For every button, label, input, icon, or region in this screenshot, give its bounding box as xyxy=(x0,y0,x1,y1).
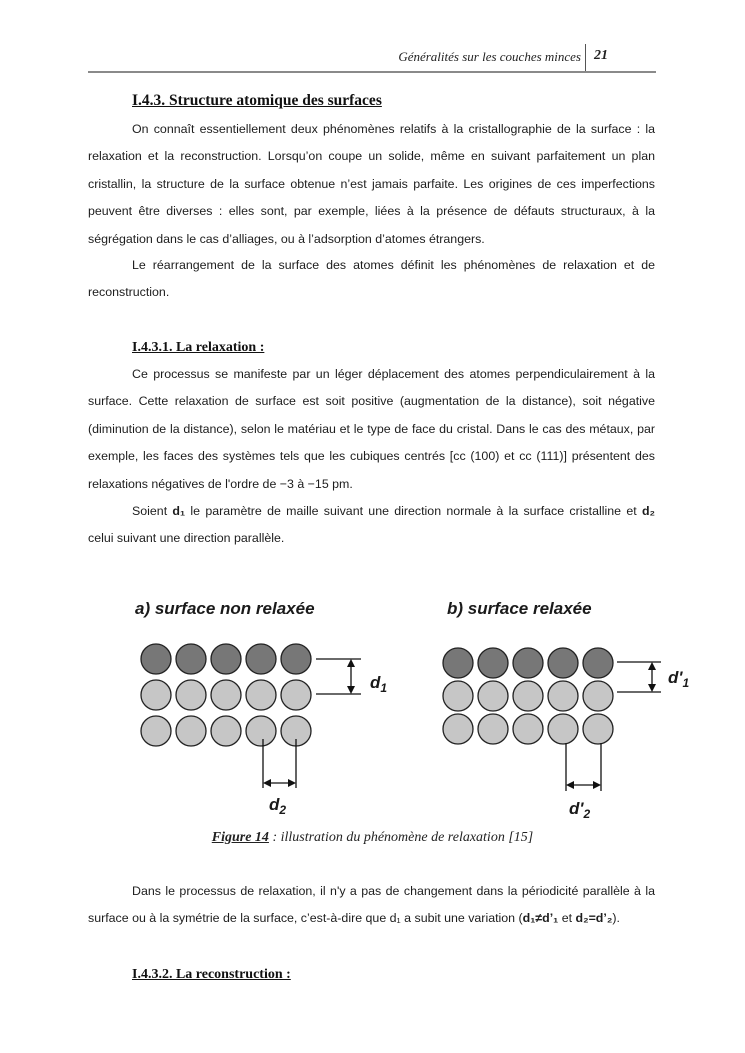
relaxation-p2-c: celui suivant une direction parallèle. xyxy=(88,531,285,546)
relaxed-surface-atom xyxy=(583,648,613,678)
relaxed-bulk-atom xyxy=(583,681,613,711)
reconstruction-heading: I.4.3.2. La reconstruction : xyxy=(132,967,291,982)
section-heading: I.4.3. Structure atomique des surfaces xyxy=(132,92,382,109)
section-paragraph-1 xyxy=(88,116,655,253)
relaxed-surface-atom xyxy=(478,648,508,678)
section-paragraph-2 xyxy=(88,252,655,307)
d1p-label-sub: 1 xyxy=(682,676,690,690)
unrelaxed-bulk-atom xyxy=(176,680,206,710)
relaxation-heading: I.4.3.1. La relaxation : xyxy=(132,340,265,355)
unrelaxed-bulk-atom xyxy=(141,680,171,710)
relaxation-paragraph-2 xyxy=(88,498,655,553)
d2-arrowhead-left xyxy=(263,779,271,787)
relaxed-bulk-atom xyxy=(583,714,613,744)
d1-arrowhead-up xyxy=(347,659,355,667)
relaxed-bulk-atom xyxy=(548,714,578,744)
d1p-arrowhead-down xyxy=(648,684,656,692)
unrelaxed-surface-atom xyxy=(211,644,241,674)
unrelaxed-bulk-atom xyxy=(211,680,241,710)
d1-label: $d_1$ xyxy=(370,673,388,695)
relaxation-p2-b: le paramètre de maille suivant une direction normale à la surface cristalline et xyxy=(185,504,642,518)
after-figure-paragraph xyxy=(88,878,655,933)
d1p-arrowhead-up xyxy=(648,662,656,670)
relaxed-surface-atom xyxy=(443,648,473,678)
after-p-e: ). xyxy=(612,911,620,926)
section-paragraph-1-text: On connaît essentiellement deux phénomènes relatifs à la cristallographie de la surface : la relaxation et la reconstruction. Lorsqu’on coupe un solide, même en suivant parfaitement un plan cristallin, la structure de la surface obtenue n’est jamais parfaite. Les origines de ces imperfections peuvent être diverses : elles sont, par exemple, liées à la présence de défauts structuraux, à la ségrégation dans le cas d’alliages, ou à l’adsorption d’atomes étrangers. xyxy=(88,122,655,246)
figure-caption-label: Figure 14 xyxy=(211,830,269,845)
d1-arrowhead-down xyxy=(347,686,355,694)
figure-label-a: a) surface non relaxée xyxy=(135,599,315,618)
relaxation-paragraph-1-text: Ce processus se manifeste par un léger déplacement des atomes perpendiculairement à la surface. Cette relaxation de surface est soit positive (augmentation de la distance), soit négative (diminution de la distance), selon le matériau et le type de face du cristal. Dans le cas des métaux, par exemple, les faces des systèmes tels que les cubiques centrés [cc (100) et cc (111)] présentent des relaxations négatives de l'ordre de −3 à −15 pm. xyxy=(88,367,655,491)
page-number: 21 xyxy=(594,48,608,63)
after-p-d: d₂=d’₂ xyxy=(575,911,613,926)
relaxation-figure xyxy=(125,588,715,828)
header-rule xyxy=(88,71,656,73)
relaxation-p2-d2: d₂ xyxy=(641,504,656,518)
atom-grid-relaxed xyxy=(443,648,613,744)
relaxed-bulk-atom xyxy=(443,714,473,744)
d1p-label: $d'_1$ xyxy=(668,668,690,690)
figure-label-b: b) surface relaxée xyxy=(447,599,592,618)
d2-label: $d_2$ xyxy=(269,795,287,817)
atom-grid-unrelaxed xyxy=(141,644,311,746)
section-paragraph-2-text: Le réarrangement de la surface des atomes définit les phénomènes de relaxation et de reconstruction. xyxy=(88,258,655,300)
after-p-a: Dans le processus de relaxation, il n'y a pas de changement dans la périodicité parallèle à la surface ou à la symétrie de la surface, c’est-à-dire que d₁ a subit une variation ( xyxy=(88,884,655,926)
relaxed-surface-atom xyxy=(513,648,543,678)
relaxed-bulk-atom xyxy=(478,714,508,744)
relaxation-p2-a: Soient xyxy=(132,504,173,518)
figure-caption-text: : illustration du phénomène de relaxation [15] xyxy=(268,830,534,845)
unrelaxed-bulk-atom xyxy=(141,716,171,746)
d2-label-sub: 2 xyxy=(279,803,287,817)
relaxed-bulk-atom xyxy=(513,714,543,744)
relaxed-bulk-atom xyxy=(443,681,473,711)
figure-caption xyxy=(0,830,745,846)
unrelaxed-bulk-atom xyxy=(176,716,206,746)
running-header-title: Généralités sur les couches minces xyxy=(398,49,581,64)
d2p-label-sub: 2 xyxy=(583,807,591,821)
unrelaxed-bulk-atom xyxy=(211,716,241,746)
d2p-arrowhead-right xyxy=(593,781,601,789)
unrelaxed-surface-atom xyxy=(246,644,276,674)
unrelaxed-surface-atom xyxy=(141,644,171,674)
unrelaxed-bulk-atom xyxy=(281,680,311,710)
relaxation-paragraph-1 xyxy=(88,361,655,498)
unrelaxed-surface-atom xyxy=(281,644,311,674)
d2p-label: $d'_2$ xyxy=(569,799,591,821)
header-separator xyxy=(585,44,586,71)
unrelaxed-bulk-atom xyxy=(246,716,276,746)
relaxed-bulk-atom xyxy=(478,681,508,711)
relaxed-bulk-atom xyxy=(513,681,543,711)
relaxed-surface-atom xyxy=(548,648,578,678)
relaxation-p2-d1: d₁ xyxy=(172,504,186,518)
d2-arrowhead-right xyxy=(288,779,296,787)
after-p-b: d₁≠d’₁ xyxy=(522,911,559,926)
relaxed-bulk-atom xyxy=(548,681,578,711)
unrelaxed-bulk-atom xyxy=(246,680,276,710)
d2p-arrowhead-left xyxy=(566,781,574,789)
after-p-c: et xyxy=(558,911,576,926)
unrelaxed-surface-atom xyxy=(176,644,206,674)
d1-label-sub: 1 xyxy=(380,681,388,695)
